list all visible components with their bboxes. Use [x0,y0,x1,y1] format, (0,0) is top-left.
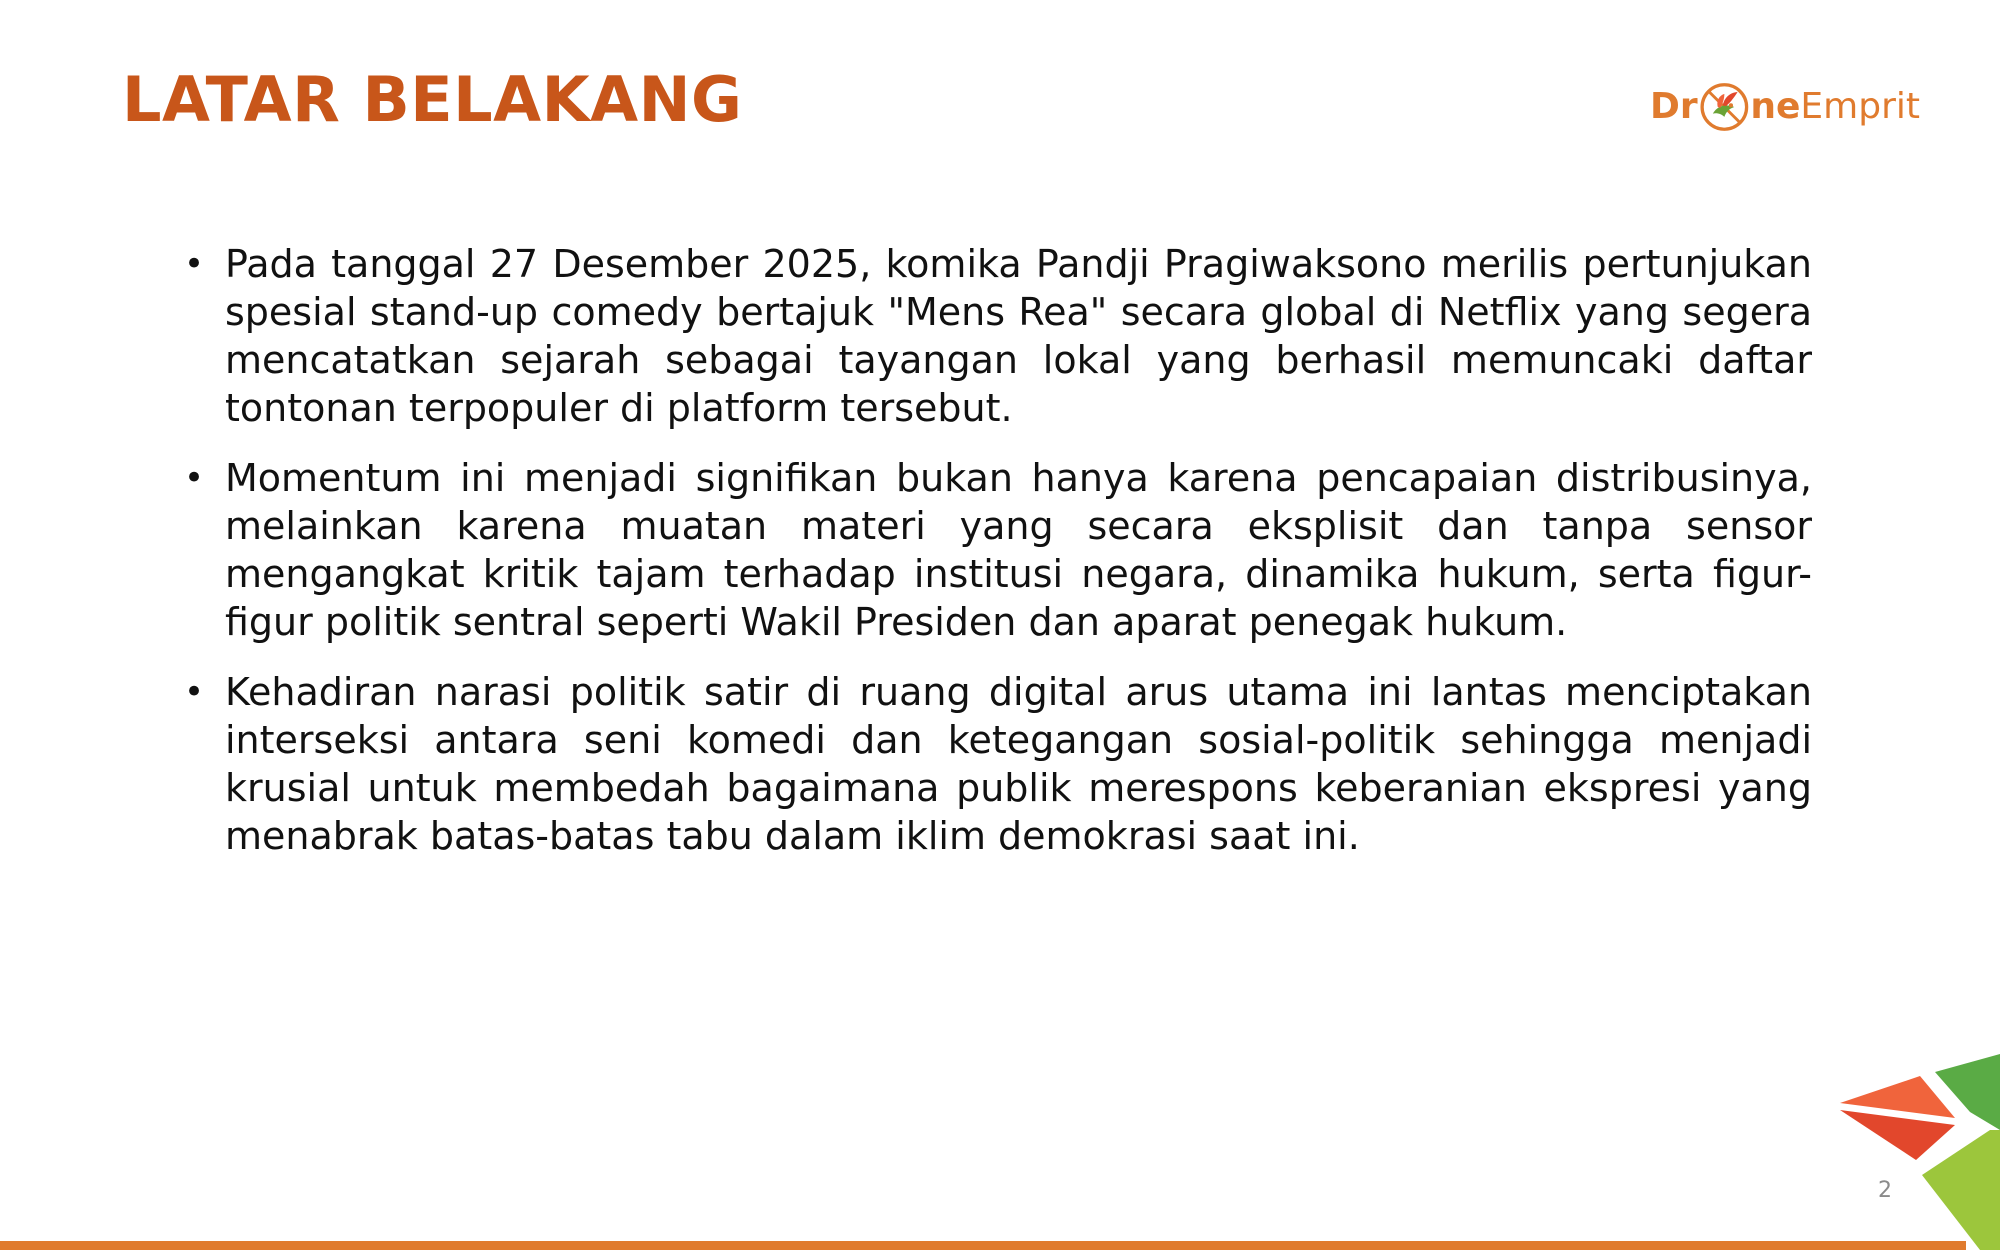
drone-emprit-bird-icon [1698,76,1751,138]
logo-text-emprit: Emprit [1800,86,1920,127]
content-area [180,240,1812,882]
bullet-item [180,454,1812,646]
bullet-marker: • [184,458,205,498]
page-number: 2 [1878,1178,1892,1203]
drone-emprit-logo [1650,72,1920,142]
corner-red-shape [1840,1110,1955,1160]
bottom-accent-bar [0,1241,1966,1250]
bullet-item [180,668,1812,860]
bullet-marker: • [184,244,205,284]
bullet-text: Kehadiran narasi politik satir di ruang digital arus utama ini lantas menciptakan interseksi antara seni komedi dan ketegangan sosial-politik sehingga menjadi krusial untuk membedah bagaimana publik merespons keberanian ekspresi yang menabrak batas-batas tabu dalam iklim demokrasi saat ini. [225,670,1812,858]
bullet-text: Pada tanggal 27 Desember 2025, komika Pandji Pragiwaksono merilis pertunjukan spesial stand-up comedy bertajuk "Mens Rea" secara global di Netflix yang segera mencatatkan sejarah sebagai tayangan lokal yang berhasil memuncaki daftar tontonan terpopuler di platform tersebut. [225,242,1812,430]
bullet-item [180,240,1812,432]
corner-decoration [1840,1050,2000,1250]
bullet-text: Momentum ini menjadi signifikan bukan hanya karena pencapaian distribusinya, melainkan karena muatan materi yang secara eksplisit dan tanpa sensor mengangkat kritik tajam terhadap institusi negara, dinamika hukum, serta figur-figur politik sentral seperti Wakil Presiden dan aparat penegak hukum. [225,456,1812,644]
logo-text-dr: Dr [1650,86,1698,127]
corner-lightgreen-shape [1922,1130,2000,1250]
corner-green-shape [1935,1054,2000,1130]
corner-orange-shape [1840,1076,1955,1118]
bullet-marker: • [184,672,205,712]
logo-text-ne: ne [1750,86,1801,127]
bullet-list [180,240,1812,860]
slide-title: LATAR BELAKANG [122,63,743,136]
